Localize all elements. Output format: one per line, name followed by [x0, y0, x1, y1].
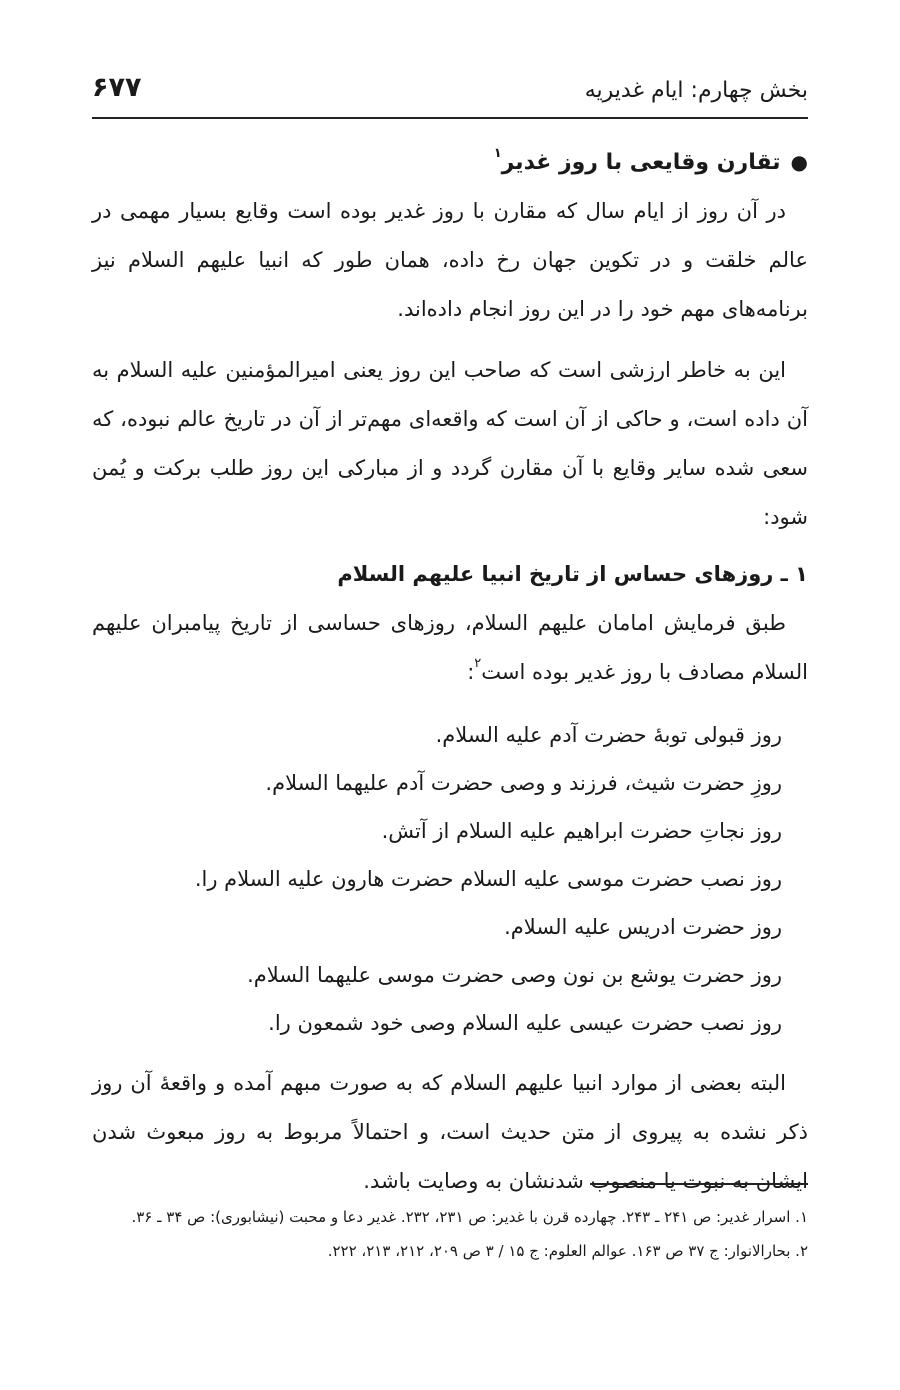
- header-rule: [92, 117, 808, 119]
- list-item: روز نصب حضرت عیسی علیه السلام وصی خود شمعون را.: [268, 1011, 782, 1035]
- list-item: روزِ حضرت شیث، فرزند و وصی حضرت آدم علیهما السلام.: [265, 771, 782, 795]
- subsection-intro-text: طبق فرمایش امامان علیهم السلام، روزهای حساسی از تاریخ پیامبران علیهم السلام مصادف با روز غدیر بوده است: [92, 611, 808, 684]
- list-item: روز حضرت یوشع بن نون وصی حضرت موسی علیهما السلام.: [247, 963, 782, 987]
- list-item: روز نجاتِ حضرت ابراهیم علیه السلام از آتش.: [381, 819, 782, 843]
- bullet-icon: ●: [790, 150, 808, 174]
- closing-paragraph: البته بعضی از موارد انبیا علیهم السلام که به صورت مبهم آمده و واقعهٔ آن روز ذکر نشده به پیروی از متن حدیث است، و احتمالاً مربوط به روز مبعوث شدن ایشان به نبوت یا منصوب شدنشان به وصایت باشد.: [92, 1071, 808, 1193]
- list-item: روز نصب حضرت موسی علیه السلام حضرت هارون علیه السلام را.: [194, 867, 782, 891]
- main-content: [92, 138, 808, 1206]
- book-page: [92, 0, 808, 1390]
- running-title: بخش چهارم: ایام غدیریه: [584, 78, 808, 103]
- subsection-intro-end: :: [467, 660, 475, 684]
- footnotes: [92, 1200, 808, 1268]
- section-heading: [92, 138, 808, 187]
- footnote-1: ۱. اسرار غدیر: ص ۲۴۱ ـ ۲۴۳. چهارده قرن با غدیر: ص ۲۳۱، ۲۳۲. غدیر دعا و محبت (نیشابوری): ص ۳۴ ـ ۳۶.: [131, 1208, 808, 1226]
- subsection-intro: [92, 599, 808, 697]
- paragraph-1: در آن روز از ایام سال که مقارن با روز غدیر بوده است وقایع بسیار مهمی در عالم خلقت و در تکوین جهان رخ داده، همان طور که انبیا علیهم السلام نیز برنامه‌های مهم خود را در این روز انجام داده‌اند.: [92, 199, 808, 321]
- list-item: روز قبولی توبهٔ حضرت آدم علیه السلام.: [435, 723, 782, 747]
- footnote-2: ۲. بحارالانوار: ج ۳۷ ص ۱۶۳. عوالم العلوم: ج ۱۵ / ۳ ص ۲۰۹، ۲۱۲، ۲۱۳، ۲۲۲.: [327, 1242, 808, 1260]
- event-list: [92, 711, 808, 1047]
- footnote-ref-2[interactable]: ۲: [474, 656, 482, 671]
- footnote-ref-1[interactable]: ۱: [493, 146, 502, 161]
- paragraph-2: این به خاطر ارزشی است که صاحب این روز یعنی امیرالمؤمنین علیه السلام به آن داده است، و حاکی از آن است که واقعه‌ای مهم‌تر از آن در تاریخ عالم نبوده، که سعی شده سایر وقایع با آن مقارن گردد و از مبارکی این روز طلب برکت و یُمن شود:: [92, 358, 808, 529]
- page-header: [92, 72, 808, 112]
- page-number: ۶۷۷: [92, 72, 142, 103]
- heading-title: تقارن وقایعی با روز غدیر: [501, 150, 781, 175]
- footnote-rule: [590, 1183, 808, 1185]
- subsection-heading: ۱ ـ روزهای حساس از تاریخ انبیا علیهم السلام: [337, 562, 808, 586]
- list-item: روز حضرت ادریس علیه السلام.: [504, 915, 782, 939]
